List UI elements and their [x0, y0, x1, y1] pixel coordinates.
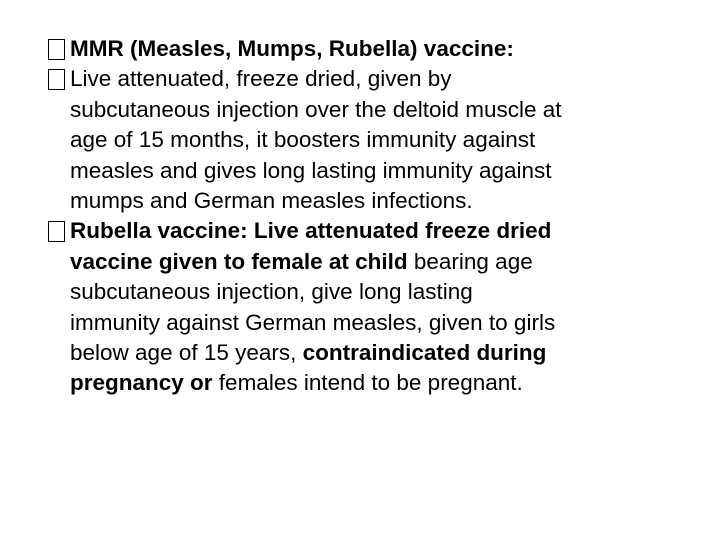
text-run: subcutaneous injection, give long lasting [70, 279, 473, 305]
text-line [70, 156, 712, 186]
bullet-paragraph-live-attenuated [48, 64, 712, 216]
text-run: mumps and German measles infections. [70, 188, 473, 214]
text-line [70, 338, 712, 368]
text-run: age of 15 months, it boosters immunity against [70, 127, 536, 153]
text-run: females intend to be pregnant. [212, 370, 523, 396]
bullet-paragraph-mmr [48, 34, 712, 64]
text-line [70, 368, 712, 398]
slide-body [48, 34, 712, 399]
text-run: measles and gives long lasting immunity against [70, 157, 552, 183]
text-line [70, 247, 712, 277]
text-line [70, 308, 712, 338]
text-line [70, 277, 712, 307]
text-run: bearing age [407, 248, 533, 274]
text-line [70, 95, 712, 125]
text-run: contraindicated during [302, 340, 547, 366]
text-line [70, 125, 712, 155]
bullet-paragraph-rubella [48, 216, 712, 398]
text-line [70, 216, 712, 246]
text-run: pregnancy or [70, 370, 213, 396]
missing-glyph-box-icon [48, 221, 65, 242]
text-run: below age of 15 years, [70, 340, 303, 366]
text-run: vaccine given to female at child [70, 248, 408, 274]
text-line [70, 64, 712, 94]
text-run: immunity against German measles, given to girls [70, 309, 556, 335]
text-line [70, 186, 712, 216]
text-run: MMR (Measles, Mumps, Rubella) vaccine: [70, 36, 514, 61]
text-run: Live attenuated, freeze dried, given by [70, 66, 452, 92]
text-run: Rubella vaccine: Live attenuated freeze dried [70, 218, 552, 244]
text-line [70, 34, 712, 64]
missing-glyph-box-icon [48, 69, 65, 90]
missing-glyph-box-icon [48, 39, 65, 60]
text-run: subcutaneous injection over the deltoid muscle at [70, 96, 562, 122]
